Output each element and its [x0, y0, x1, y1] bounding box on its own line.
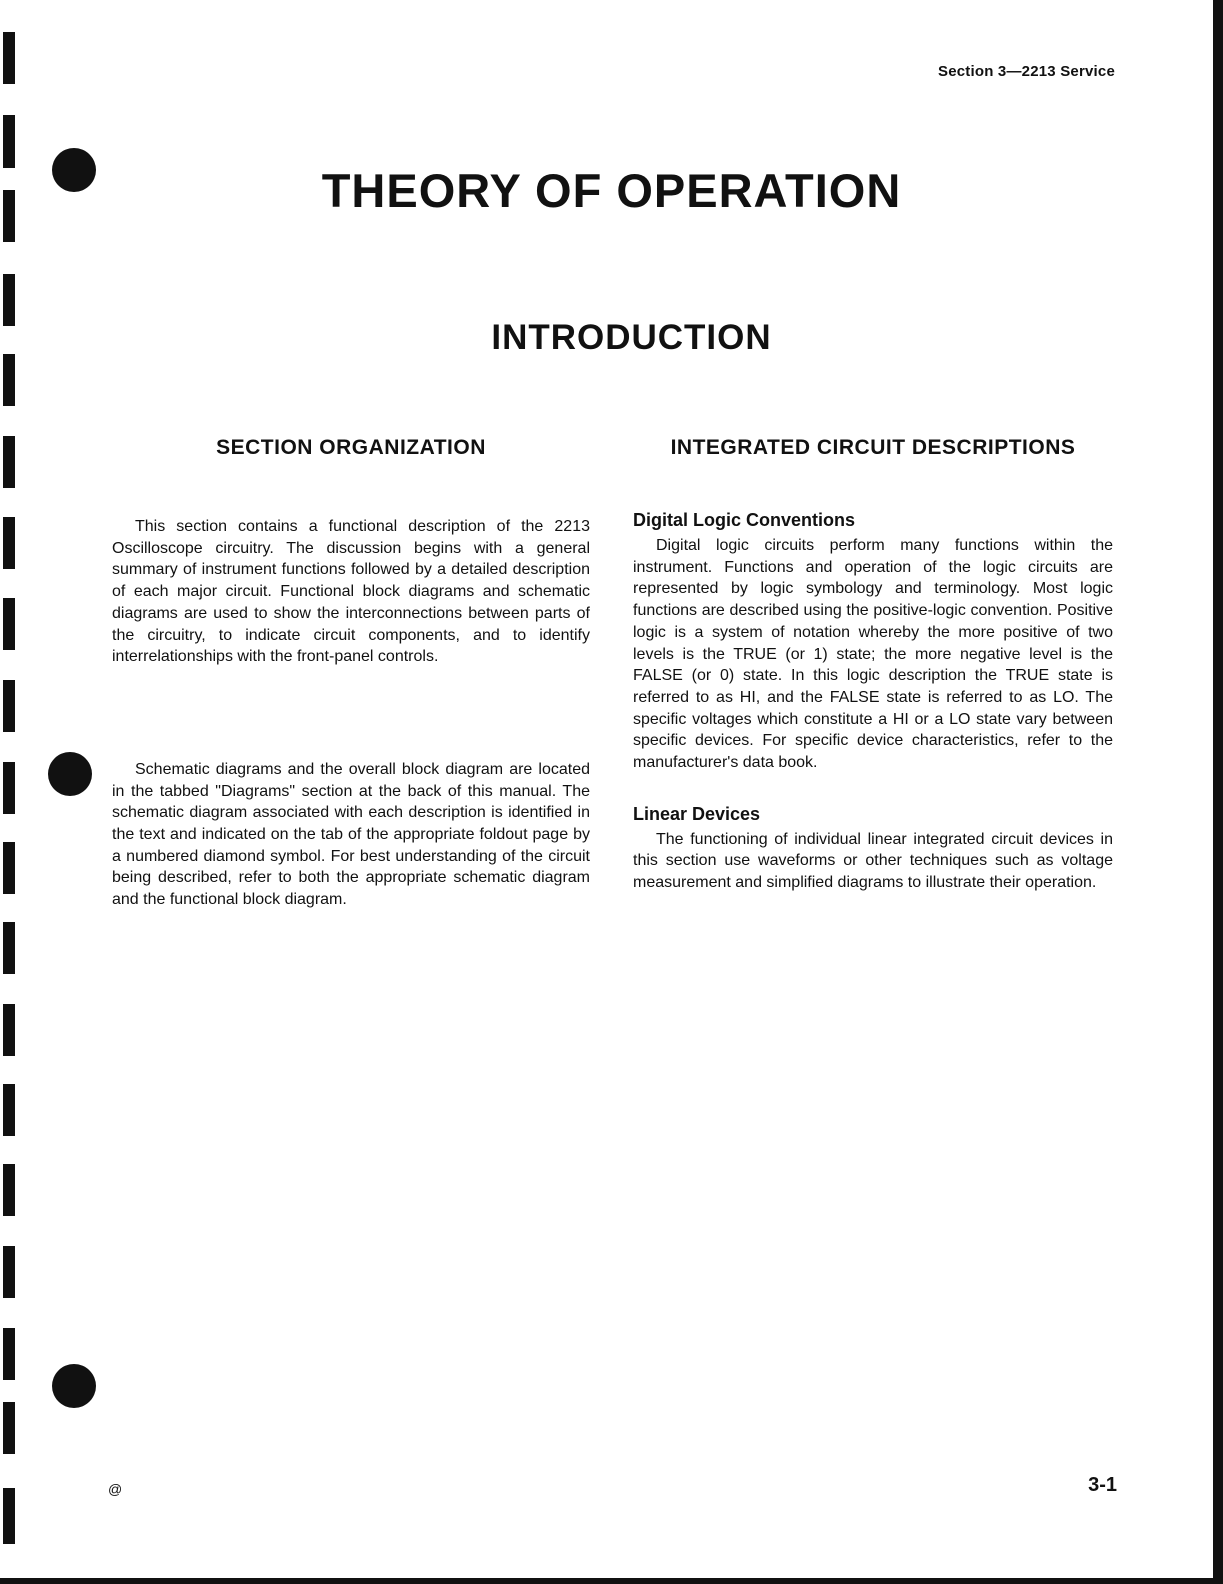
page-title: [0, 163, 1223, 218]
page-edge-bottom: [0, 1578, 1223, 1584]
binding-slot: [3, 1084, 15, 1136]
running-header: Section 3—2213 Service: [937, 63, 1115, 80]
punch-hole: [52, 1364, 96, 1408]
left-column: [112, 436, 590, 911]
section-heading-ic-descriptions: INTEGRATED CIRCUIT DESCRIPTIONS: [670, 436, 1076, 459]
binding-slot: [3, 1164, 15, 1216]
binding-slot: [3, 1488, 15, 1544]
subheading-linear-devices: Linear Devices: [633, 803, 761, 824]
binding-slot: [3, 922, 15, 974]
page-title-text: THEORY OF OPERATION: [321, 164, 902, 217]
binding-slot: [3, 842, 15, 894]
punch-hole: [48, 752, 92, 796]
binding-slot: [3, 517, 15, 569]
page-number: 3-1: [1088, 1474, 1117, 1496]
binding-slot: [3, 1328, 15, 1380]
organization-paragraph-2: Schematic diagrams and the overall block diagram are located in the tabbed "Diagrams" section at the back of this manual. The schematic diagram associated with each description is identified in the text and indicated on the tab of the appropriate foldout page by a numbered diamond symbol. For best understanding of the circuit being described, refer to both the appropriate schematic diagram and the functional block diagram.: [112, 760, 590, 909]
binding-slot: [3, 1004, 15, 1056]
binding-slot: [3, 1246, 15, 1298]
binding-slot: [3, 680, 15, 732]
binding-slot: [3, 32, 15, 84]
binding-slot: [3, 115, 15, 168]
digital-logic-paragraph: Digital logic circuits perform many functions within the instrument. Functions and operation of the logic circuits are represented by logic symbology and terminology. Most logic functions are described using the positive-logic convention. Positive logic is a system of notation whereby the more positive of two levels is the TRUE (or 1) state; the more negative level is the FALSE (or 0) state. In this logic description the TRUE state is referred to as HI, and the FALSE state is referred to as LO. The specific voltages which constitute a HI or a LO state vary between specific devices. For specific device characteristics, refer to the manufacturer's data book.: [633, 537, 1113, 772]
page-subtitle-text: INTRODUCTION: [491, 318, 772, 357]
binding-slot: [3, 354, 15, 406]
footer-mark: @: [108, 1481, 123, 1497]
right-column: [633, 436, 1113, 894]
binding-edge: [0, 0, 40, 1584]
page-subtitle: [0, 318, 1223, 358]
subheading-digital-logic: Digital Logic Conventions: [633, 510, 856, 530]
linear-devices-paragraph: The functioning of individual linear integrated circuit devices in this section use waveforms or other techniques such as voltage measurement and simplified diagrams to illustrate their operation.: [633, 830, 1113, 892]
binding-slot: [3, 436, 15, 488]
binding-slot: [3, 598, 15, 650]
organization-paragraph-1: This section contains a functional description of the 2213 Oscilloscope circuitry. The discussion begins with a general summary of instrument functions followed by a detailed description of each major circuit. Functional block diagrams and schematic diagrams are used to show the interconnections between parts of the circuitry, to indicate circuit components, and to identify interrelationships with the front-panel controls.: [112, 518, 590, 666]
page-edge-right: [1213, 0, 1223, 1584]
binding-slot: [3, 1402, 15, 1454]
section-heading-organization: SECTION ORGANIZATION: [216, 436, 486, 459]
binding-slot: [3, 762, 15, 814]
